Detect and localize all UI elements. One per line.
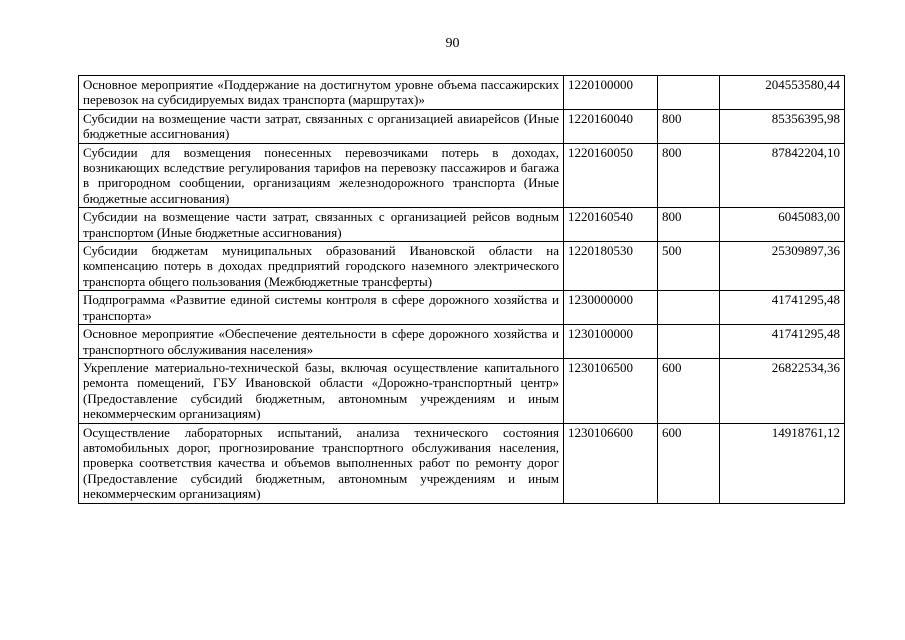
table-row <box>79 143 845 208</box>
table-row <box>79 208 845 242</box>
row-expense-type <box>658 291 720 325</box>
row-amount: 6045083,00 <box>720 208 845 242</box>
table-row <box>79 76 845 110</box>
row-amount: 204553580,44 <box>720 76 845 110</box>
row-amount: 41741295,48 <box>720 325 845 359</box>
row-expense-type: 600 <box>658 358 720 423</box>
row-name: Субсидии для возмещения понесенных перевозчиками потерь в доходах, возникающих вследствие регулирования тарифов на перевозку пассажиров и багажа в пригородном сообщении, организациям железнодорожного транспорта (Иные бюджетные ассигнования) <box>79 143 564 208</box>
row-expense-type: 800 <box>658 143 720 208</box>
row-expense-type: 600 <box>658 423 720 503</box>
row-name: Основное мероприятие «Обеспечение деятельности в сфере дорожного хозяйства и транспортного обслуживания населения» <box>79 325 564 359</box>
row-expense-type <box>658 76 720 110</box>
row-name: Подпрограмма «Развитие единой системы контроля в сфере дорожного хозяйства и транспорта» <box>79 291 564 325</box>
row-code: 1230106500 <box>564 358 658 423</box>
row-name: Субсидии на возмещение части затрат, связанных с организацией рейсов водным транспортом (Иные бюджетные ассигнования) <box>79 208 564 242</box>
row-code: 1220160540 <box>564 208 658 242</box>
row-name: Субсидии бюджетам муниципальных образований Ивановской области на компенсацию потерь в доходах предприятий городского наземного электрического транспорта общего пользования (Межбюджетные трансферты) <box>79 242 564 291</box>
page-number: 90 <box>445 36 460 51</box>
row-code: 1220180530 <box>564 242 658 291</box>
row-name: Субсидии на возмещение части затрат, связанных с организацией авиарейсов (Иные бюджетные ассигнования) <box>79 109 564 143</box>
row-code: 1230000000 <box>564 291 658 325</box>
row-amount: 26822534,36 <box>720 358 845 423</box>
row-name: Укрепление материально-технической базы, включая осуществление капитального ремонта помещений, ГБУ Ивановской области «Дорожно-транспортный центр» (Предоставление субсидий бюджетным, автономным учреждениям и иным некоммерческим организациям) <box>79 358 564 423</box>
table-row <box>79 109 845 143</box>
row-amount: 41741295,48 <box>720 291 845 325</box>
row-code: 1230106600 <box>564 423 658 503</box>
row-amount: 25309897,36 <box>720 242 845 291</box>
row-expense-type: 500 <box>658 242 720 291</box>
row-expense-type: 800 <box>658 109 720 143</box>
table-row <box>79 242 845 291</box>
budget-table <box>78 75 845 504</box>
row-code: 1220160050 <box>564 143 658 208</box>
row-amount: 85356395,98 <box>720 109 845 143</box>
row-expense-type: 800 <box>658 208 720 242</box>
row-code: 1220160040 <box>564 109 658 143</box>
row-name: Осуществление лабораторных испытаний, анализа технического состояния автомобильных дорог, прогнозирование транспортного обслуживания населения, проверка соответствия качества и объемов выполненных работ по ремонту дорог (Предоставление субсидий бюджетным, автономным учреждениям и иным некоммерческим организациям) <box>79 423 564 503</box>
row-name: Основное мероприятие «Поддержание на достигнутом уровне объема пассажирских перевозок на субсидируемых видах транспорта (маршрутах)» <box>79 76 564 110</box>
row-amount: 14918761,12 <box>720 423 845 503</box>
row-amount: 87842204,10 <box>720 143 845 208</box>
table-row <box>79 423 845 503</box>
table-row <box>79 358 845 423</box>
row-code: 1230100000 <box>564 325 658 359</box>
row-expense-type <box>658 325 720 359</box>
table-row <box>79 325 845 359</box>
table-row <box>79 291 845 325</box>
row-code: 1220100000 <box>564 76 658 110</box>
